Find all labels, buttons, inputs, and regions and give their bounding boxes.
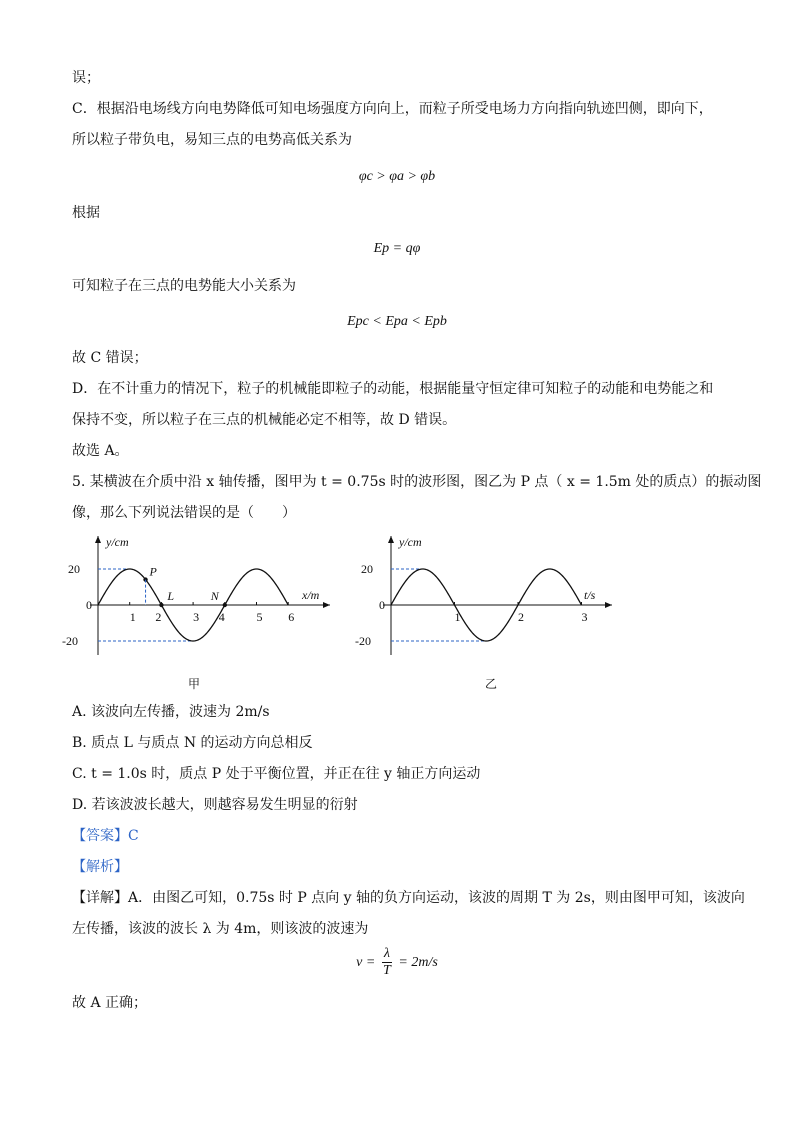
question-5-stem: 像，那么下列说法错误的是（ ） [72,505,296,521]
fraction-lambda-over-t [382,946,392,979]
y-tick-label: -20 [62,634,78,648]
point-N [223,603,227,607]
chart-caption: 乙 [484,677,498,691]
option-a: A. 该波向左传播，波速为 2m/s [72,704,270,720]
chart-caption: 甲 [187,677,201,691]
text-line: 所以粒子带负电，易知三点的电势高低关系为 [72,132,352,148]
text-line: 误； [72,70,100,86]
text-line: 故 A 正确； [72,995,148,1011]
x-tick-label: 2 [155,610,162,624]
y-axis-label: y/cm [399,535,422,549]
vibration-graph-yi [350,528,630,698]
y-tick-label: -20 [355,634,371,648]
answer-label: 【答案】C [72,828,139,844]
text-line: D．在不计重力的情况下，粒子的机械能即粒子的动能，根据能量守恒定律可知粒子的动能和电势能之和 [72,381,714,397]
analysis-label: 【解析】 [72,859,128,875]
equation-ep: Ep = qφ [373,241,421,256]
equation-velocity [0,945,794,981]
detail-line: 【详解】A．由图乙可知，0.75s 时 P 点向 y 轴的负方向运动，该波的周期 T 为 2s，则由图甲可知，该波向 [72,890,745,906]
x-axis-arrow [323,602,330,608]
wave-graph-jia [62,528,348,698]
origin-label: 0 [86,598,92,612]
y-axis-label: y/cm [106,535,129,549]
velocity-lhs: v = [356,955,376,970]
y-tick-label: 20 [361,562,373,576]
point-label-P: P [149,564,157,579]
detail-line: 左传播，该波的波长 λ 为 4m，则该波的波速为 [72,921,369,937]
option-c: C. t = 1.0s 时，质点 P 处于平衡位置，并正在往 y 轴正方向运动 [72,766,481,782]
option-d: D. 若该波波长越大，则越容易发生明显的衍射 [72,797,358,813]
equation-phi: φc > φa > φb [358,169,436,184]
fraction-numerator: λ [383,946,390,962]
velocity-rhs: = 2m/s [398,955,438,970]
y-tick-label: 20 [68,562,80,576]
point-label-L: L [167,589,175,603]
x-tick-label: 5 [256,610,263,624]
y-axis-arrow [95,536,101,543]
equation-ep-relation: Epc < Epa < Epb [347,314,447,329]
x-axis-label: x/m [302,588,320,602]
x-axis-arrow [605,602,612,608]
origin-label: 0 [379,598,385,612]
text-line: 保持不变，所以粒子在三点的机械能必定不相等，故 D 错误。 [72,412,457,428]
point-L [159,603,163,607]
text-line: C．根据沿电场线方向电势降低可知电场强度方向向上，而粒子所受电场力方向指向轨迹凹侧，即向下， [72,101,713,117]
x-axis-label: t/s [584,588,596,602]
fraction-denominator: T [382,963,391,979]
text-line: 可知粒子在三点的电势能大小关系为 [72,278,296,294]
question-5-stem: 5. 某横波在介质中沿 x 轴传播，图甲为 t = 0.75s 时的波形图，图乙为 P 点（ x = 1.5m 处的质点）的振动图 [72,474,762,490]
x-tick-label: 2 [518,610,524,624]
y-axis-arrow [388,536,394,543]
x-tick-label: 1 [129,610,136,624]
x-tick-label: 1 [454,610,461,624]
x-tick-label: 4 [218,610,225,624]
x-tick-label: 6 [288,610,295,624]
text-line: 故选 A。 [72,443,129,459]
text-line: 故 C 错误； [72,350,148,366]
option-b: B. 质点 L 与质点 N 的运动方向总相反 [72,735,313,751]
text-line: 根据 [72,205,100,221]
x-tick-label: 3 [581,610,588,624]
point-label-N: N [210,589,219,603]
x-tick-label: 3 [193,610,200,624]
